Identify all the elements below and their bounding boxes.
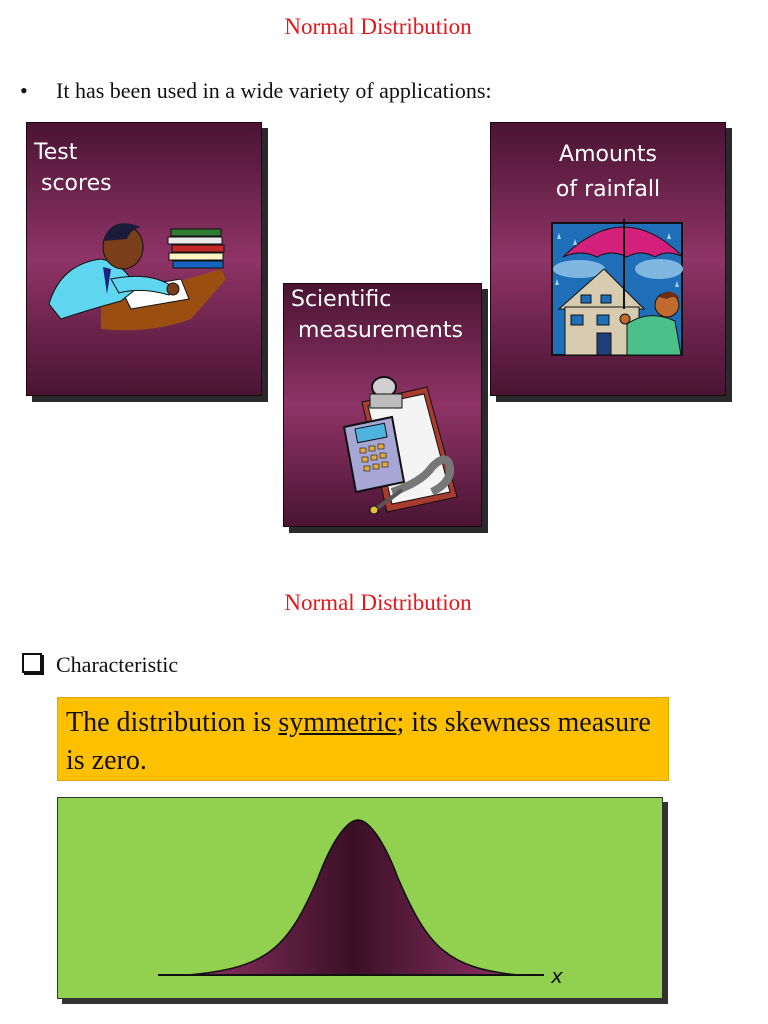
card-rainfall-label: Amounts of rainfall (555, 142, 661, 202)
bullet-icon: • (20, 78, 28, 103)
bell-curve (58, 798, 662, 998)
card-scientific-label: Scientific measurements (291, 287, 463, 343)
slide2-title: Normal Distribution (284, 590, 472, 615)
callout-text-before: The distribution is (66, 707, 279, 738)
card-scientific (283, 283, 482, 527)
bell-curve-shape (188, 820, 518, 975)
card-rainfall (490, 122, 726, 396)
x-axis-label: x (551, 964, 563, 988)
card-test-scores-label: Test scores (34, 140, 112, 196)
symmetry-callout (57, 697, 669, 781)
callout-text-after: ; its skewness measure is zero. (66, 707, 651, 776)
bullet-line (20, 78, 492, 104)
clipboard-calculator-icon (332, 372, 462, 522)
slide1-title: Normal Distribution (284, 14, 472, 39)
bullet-text: It has been used in a wide variety of applications: (56, 78, 492, 103)
rain-umbrella-house-icon (549, 209, 685, 359)
callout-underlined-word: symmetric (278, 707, 397, 738)
student-studying-icon (41, 209, 241, 349)
checkbox-bullet-icon (22, 653, 42, 673)
normal-curve-panel (57, 797, 663, 999)
characteristic-heading: Characteristic (56, 652, 179, 677)
card-test-scores (26, 122, 262, 396)
